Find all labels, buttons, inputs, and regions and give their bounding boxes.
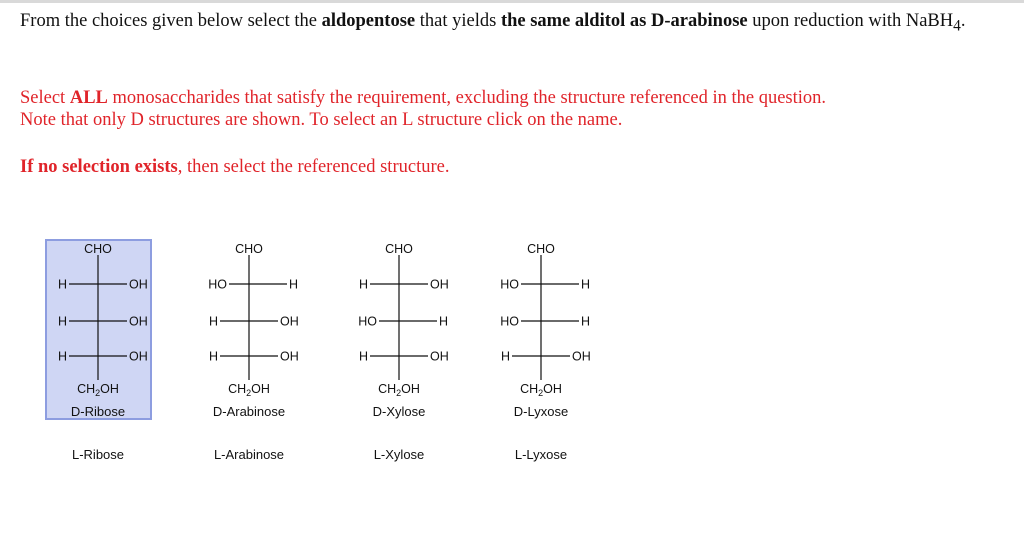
ch2oh-label: $CH_2OH$ [228, 382, 270, 398]
d-name-d-xylose[interactable]: D-Xylose [372, 404, 426, 419]
question-text [20, 10, 1010, 38]
l-name-l-arabinose[interactable]: L-Arabinose [213, 447, 285, 462]
fischer-d-arabinose[interactable] [189, 233, 309, 403]
d-name-d-arabinose[interactable]: D-Arabinose [212, 404, 286, 419]
right-substituent: H [439, 314, 449, 329]
right-substituent: OH [430, 277, 449, 292]
question-part: upon reduction with NaBH [747, 11, 954, 31]
ch2oh-label: $CH_2OH$ [77, 382, 119, 398]
right-substituent: H [581, 277, 591, 292]
right-substituent: OH [129, 349, 148, 364]
fischer-d-ribose[interactable] [38, 233, 158, 403]
question-bold-alditol: the same alditol as D-arabinose [500, 11, 748, 31]
fischer-d-lyxose[interactable] [481, 233, 601, 403]
d-name-d-lyxose[interactable]: D-Lyxose [513, 404, 569, 419]
select-all-instruction: Select ALL monosaccharides that satisfy the requirement, excluding the structure referenced in the question. [20, 88, 827, 108]
left-substituent: H [500, 349, 510, 364]
right-substituent: H [581, 314, 591, 329]
fischer-projection-svg [189, 233, 309, 403]
right-substituent: OH [280, 314, 299, 329]
cho-label: CHO [84, 242, 112, 256]
left-substituent: H [208, 349, 218, 364]
right-substituent: OH [129, 277, 148, 292]
ch2oh-label: $CH_2OH$ [378, 382, 420, 398]
cho-label: CHO [527, 242, 555, 256]
left-substituent: HO [358, 314, 377, 329]
right-substituent: OH [572, 349, 591, 364]
d-name-d-ribose[interactable]: D-Ribose [70, 404, 126, 419]
left-substituent: H [208, 314, 218, 329]
l-name-l-lyxose[interactable]: L-Lyxose [514, 447, 568, 462]
ch2oh-label: $CH_2OH$ [520, 382, 562, 398]
question-part: From the choices given below select the [20, 11, 322, 31]
left-substituent: H [358, 349, 368, 364]
left-substituent: H [57, 349, 67, 364]
question-bold-aldopentose: aldopentose [321, 11, 416, 31]
right-substituent: OH [280, 349, 299, 364]
fischer-projection-svg [38, 233, 158, 403]
right-substituent: OH [430, 349, 449, 364]
fischer-projection-svg [481, 233, 601, 403]
question-part: that yields [415, 11, 501, 31]
left-substituent: HO [500, 277, 519, 292]
fischer-d-xylose[interactable] [339, 233, 459, 403]
cho-label: CHO [385, 242, 413, 256]
fischer-projection-svg [339, 233, 459, 403]
right-substituent: H [289, 277, 299, 292]
left-substituent: HO [500, 314, 519, 329]
left-substituent: HO [208, 277, 227, 292]
right-substituent: OH [129, 314, 148, 329]
note-instruction: Note that only D structures are shown. To select an L structure click on the name. [20, 110, 623, 130]
l-name-l-ribose[interactable]: L-Ribose [71, 447, 125, 462]
left-substituent: H [57, 277, 67, 292]
left-substituent: H [358, 277, 368, 292]
cho-label: CHO [235, 242, 263, 256]
left-substituent: H [57, 314, 67, 329]
no-selection-instruction: If no selection exists, then select the referenced structure. [20, 157, 450, 177]
question-subscript: 4 [953, 17, 961, 35]
l-name-l-xylose[interactable]: L-Xylose [373, 447, 425, 462]
instructions-block [20, 87, 826, 131]
question-part: . [960, 11, 966, 31]
top-divider [0, 0, 1024, 3]
